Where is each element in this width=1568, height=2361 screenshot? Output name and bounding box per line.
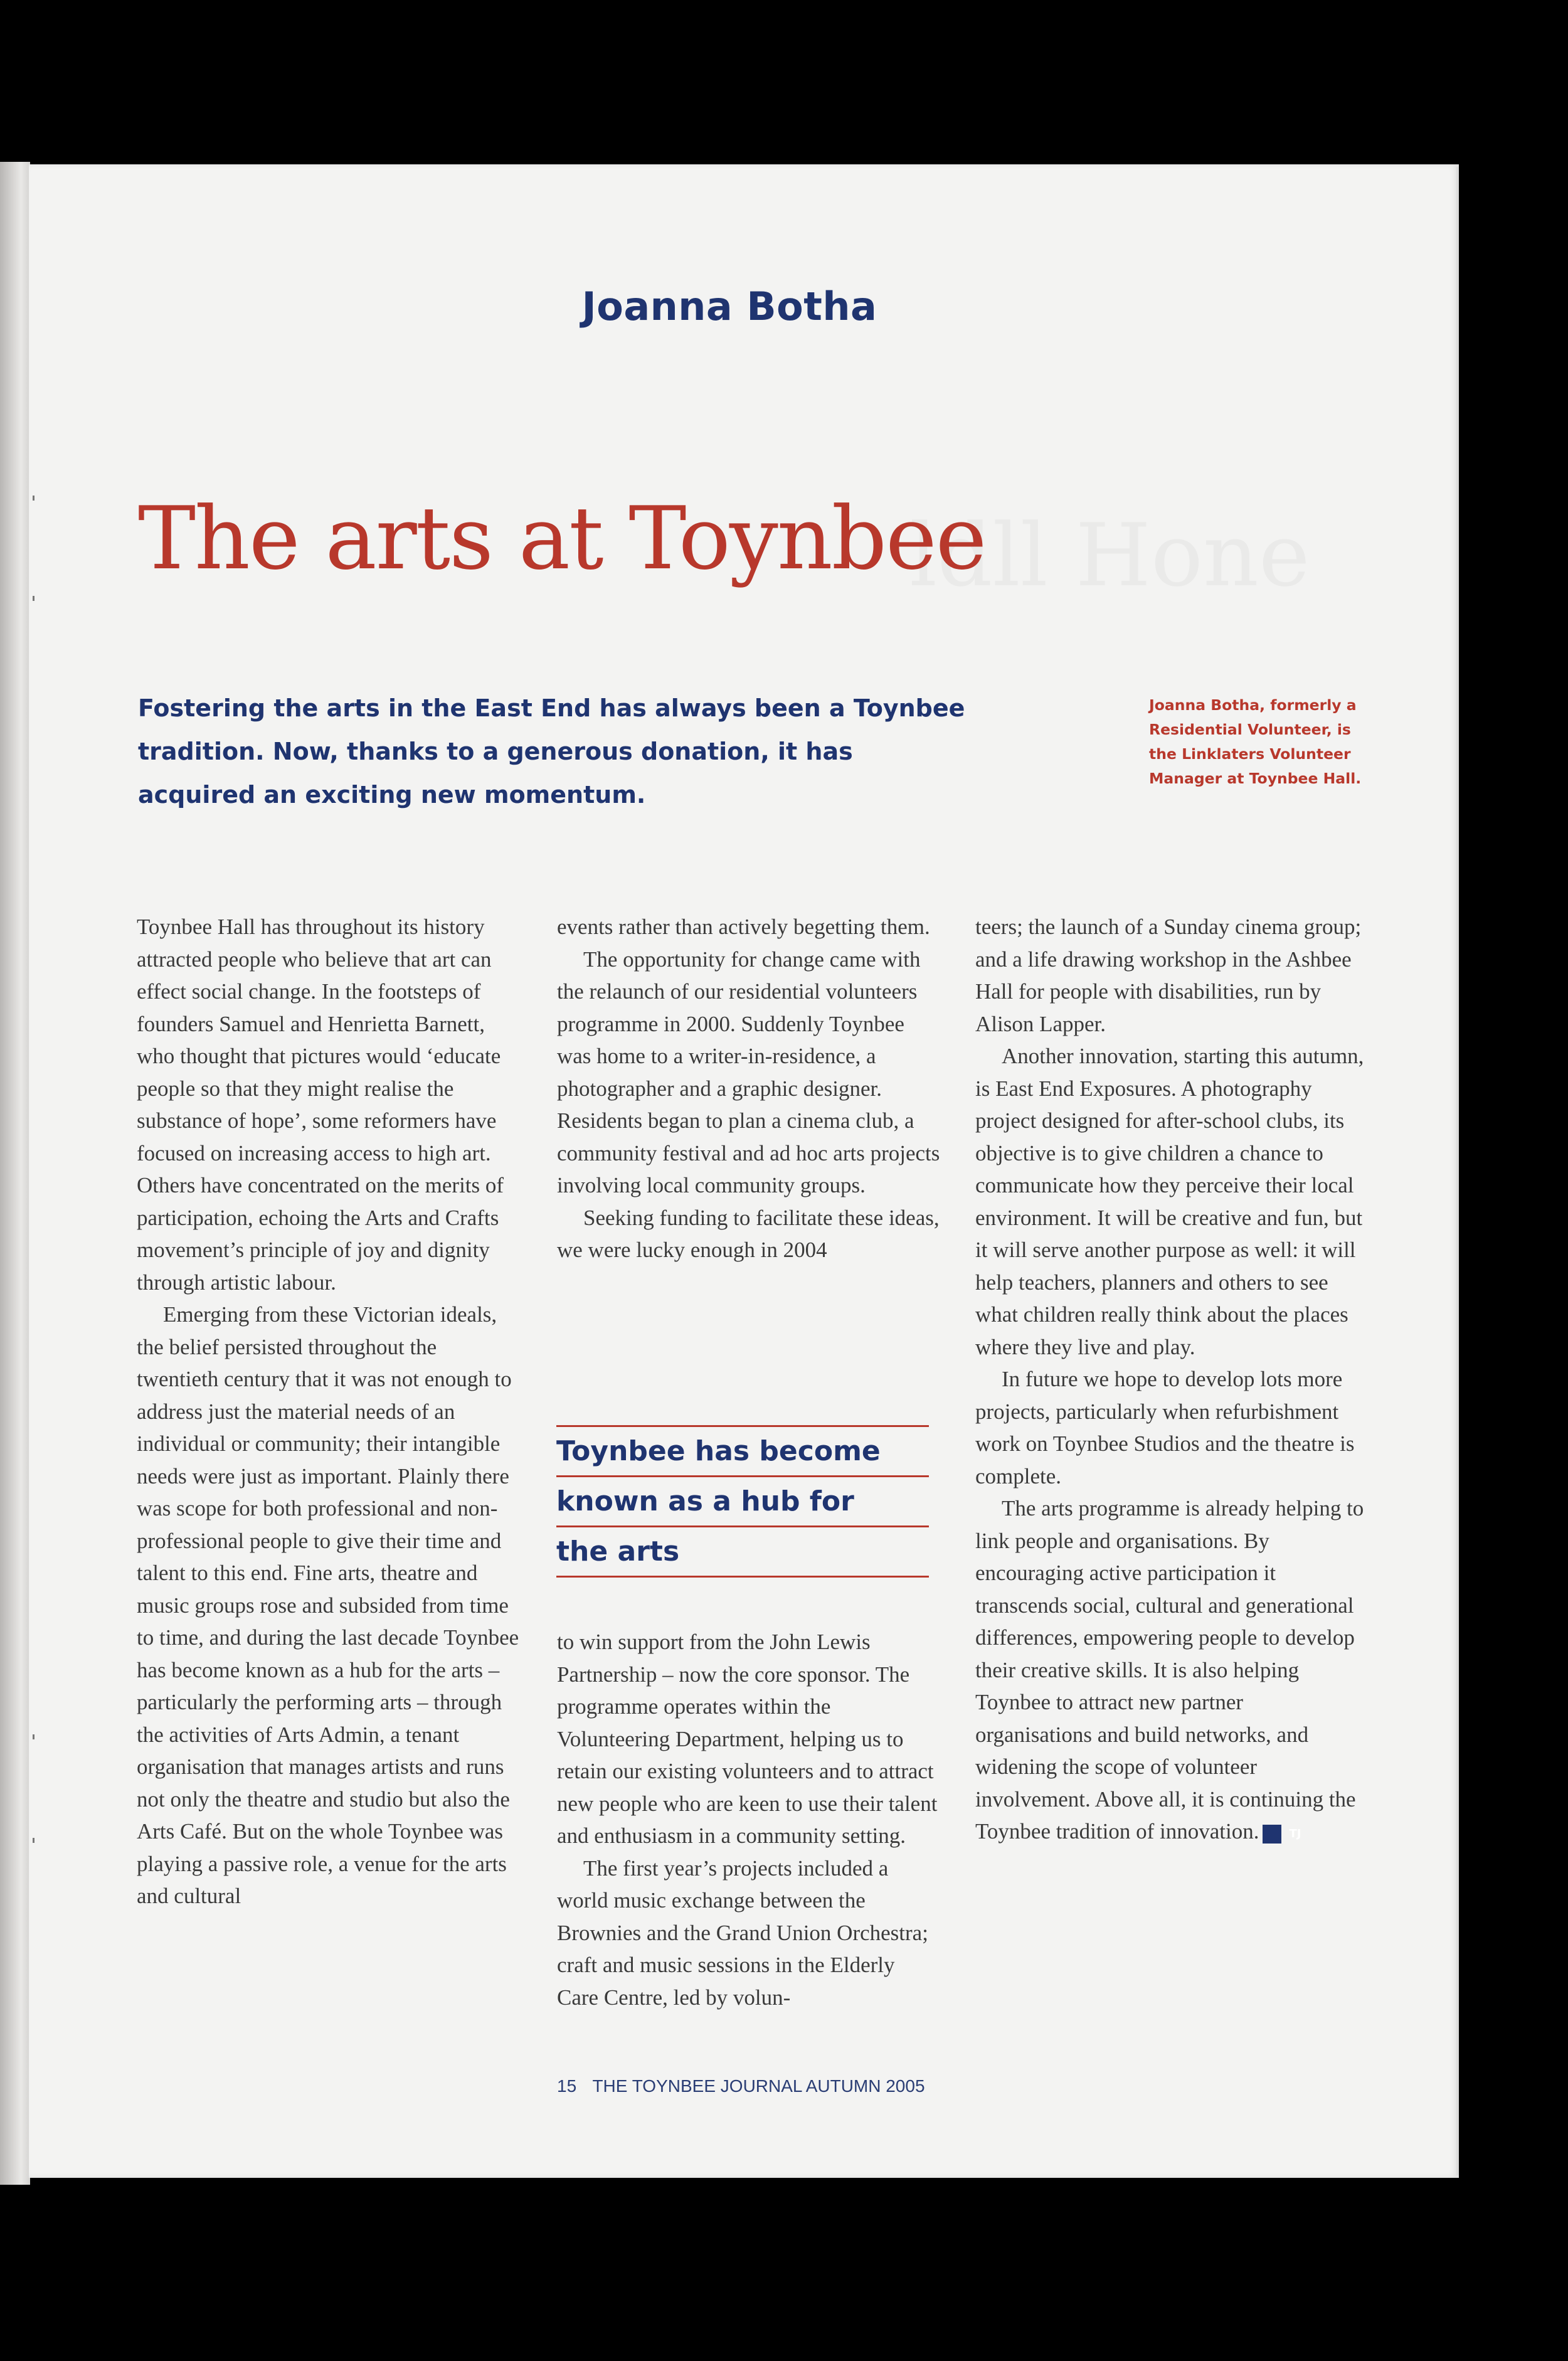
margin-mark (33, 496, 34, 501)
paragraph: events rather than actively begetting them. (557, 915, 930, 939)
author-bio: Joanna Botha, formerly a Residential Volunteer, is the Linklaters Volunteer Manager at Toynbee Hall. (1149, 696, 1362, 787)
issue-label: AUTUMN 2005 (805, 2076, 925, 2096)
paragraph: Another innovation, starting this autumn, is East End Exposures. A photography project designed for after-school clubs, its objective is to give children a chance to communicate how they perceive their local environment. It will be creative and fun, but it will serve another purpose as well: it will help teachers, planners and others to see what children really think about the places where they live and play. (975, 1044, 1364, 1359)
pull-quote-line: the arts (556, 1527, 929, 1578)
pull-quote (556, 1425, 929, 1578)
paragraph: The first year’s projects included a world music exchange between the Brownies and the Grand Union Orchestra; craft and music sessions in the Elderly Care Centre, led by volun- (557, 1855, 928, 2010)
paragraph: Emerging from these Victorian ideals, the belief persisted throughout the twentieth century that it was not enough to address just the material needs of an individual or community; their intangible needs were just as important. Plainly there was scope for both professional and non-professional people to give their time and talent to this end. Fine arts, theatre and music groups rose and subsided from time to time, and during the last decade Toynbee has become known as a hub for the arts – particularly the performing arts – through the activities of Arts Admin, a tenant organisation that manages artists and runs not only the theatre and studio but also the Arts Café. But on the whole Toynbee was playing a passive role, a venue for the arts and cultural (137, 1302, 519, 1908)
author-name: Joanna Botha (581, 284, 877, 329)
page-footer (557, 2076, 925, 2096)
page-edge (1456, 167, 1459, 2175)
paragraph: In future we hope to develop lots more projects, particularly when refurbishment work on Toynbee Studios and the theatre is complete. (975, 1367, 1355, 1488)
pull-quote-line: known as a hub for (556, 1477, 929, 1527)
margin-mark (33, 1734, 34, 1739)
body-column-2-top (557, 911, 941, 1266)
body-column-1 (137, 911, 521, 1913)
body-column-3 (975, 911, 1364, 1848)
paragraph (975, 1492, 1364, 1848)
body-column-2-bottom (557, 1626, 941, 2013)
paragraph: The opportunity for change came with the relaunch of our residential volunteers programme in 2000. Suddenly Toynbee was home to a writer-in-residence, a photographer and a graphic designer. Residents began to plan a cinema club, a community festival and ad hoc arts projects involving local community groups. (557, 947, 940, 1197)
margin-mark (33, 1838, 34, 1843)
margin-mark (33, 596, 34, 601)
facing-page-edge (0, 162, 30, 2185)
end-mark-logo: TJ (1263, 1825, 1281, 1844)
standfirst: Fostering the arts in the East End has always been a Toynbee tradition. Now, thanks to a generous donation, it has acquired an exciting new momentum. (138, 694, 965, 809)
article-title: The arts at Toynbee (138, 488, 986, 589)
pull-quote-line: Toynbee has become (556, 1427, 929, 1477)
paragraph-text: The arts programme is already helping to link people and organisations. By encouraging active participation it transcends social, cultural and generational differences, empowering people to develop their creative skills. It is also helping Toynbee to attract new partner organisations and build networks, and widening the scope of volunteer involvement. Above all, it is continuing the Toynbee tradition of innovation. (975, 1496, 1364, 1844)
paragraph: Seeking funding to facilitate these ideas, we were lucky enough in 2004 (557, 1205, 940, 1262)
page-number: 15 (557, 2076, 577, 2096)
journal-name: THE TOYNBEE JOURNAL (592, 2076, 802, 2096)
paragraph: to win support from the John Lewis Partnership – now the core sponsor. The programme operates within the Volunteering Department, helping us to retain our existing volunteers and to attract new people who are keen to use their talent and enthusiasm in a community setting. (557, 1630, 938, 1848)
paragraph: teers; the launch of a Sunday cinema group; and a life drawing workshop in the Ashbee Hall for people with disabilities, run by Alison Lapper. (975, 915, 1362, 1036)
paragraph: Toynbee Hall has throughout its history attracted people who believe that art can effect social change. In the footsteps of founders Samuel and Henrietta Barnett, who thought that pictures would ‘educate people so that they might realise the substance of hope’, some reformers have focused on increasing access to high art. Others have concentrated on the merits of participation, echoing the Arts and Crafts movement’s principle of joy and dignity through artistic labour. (137, 915, 504, 1295)
